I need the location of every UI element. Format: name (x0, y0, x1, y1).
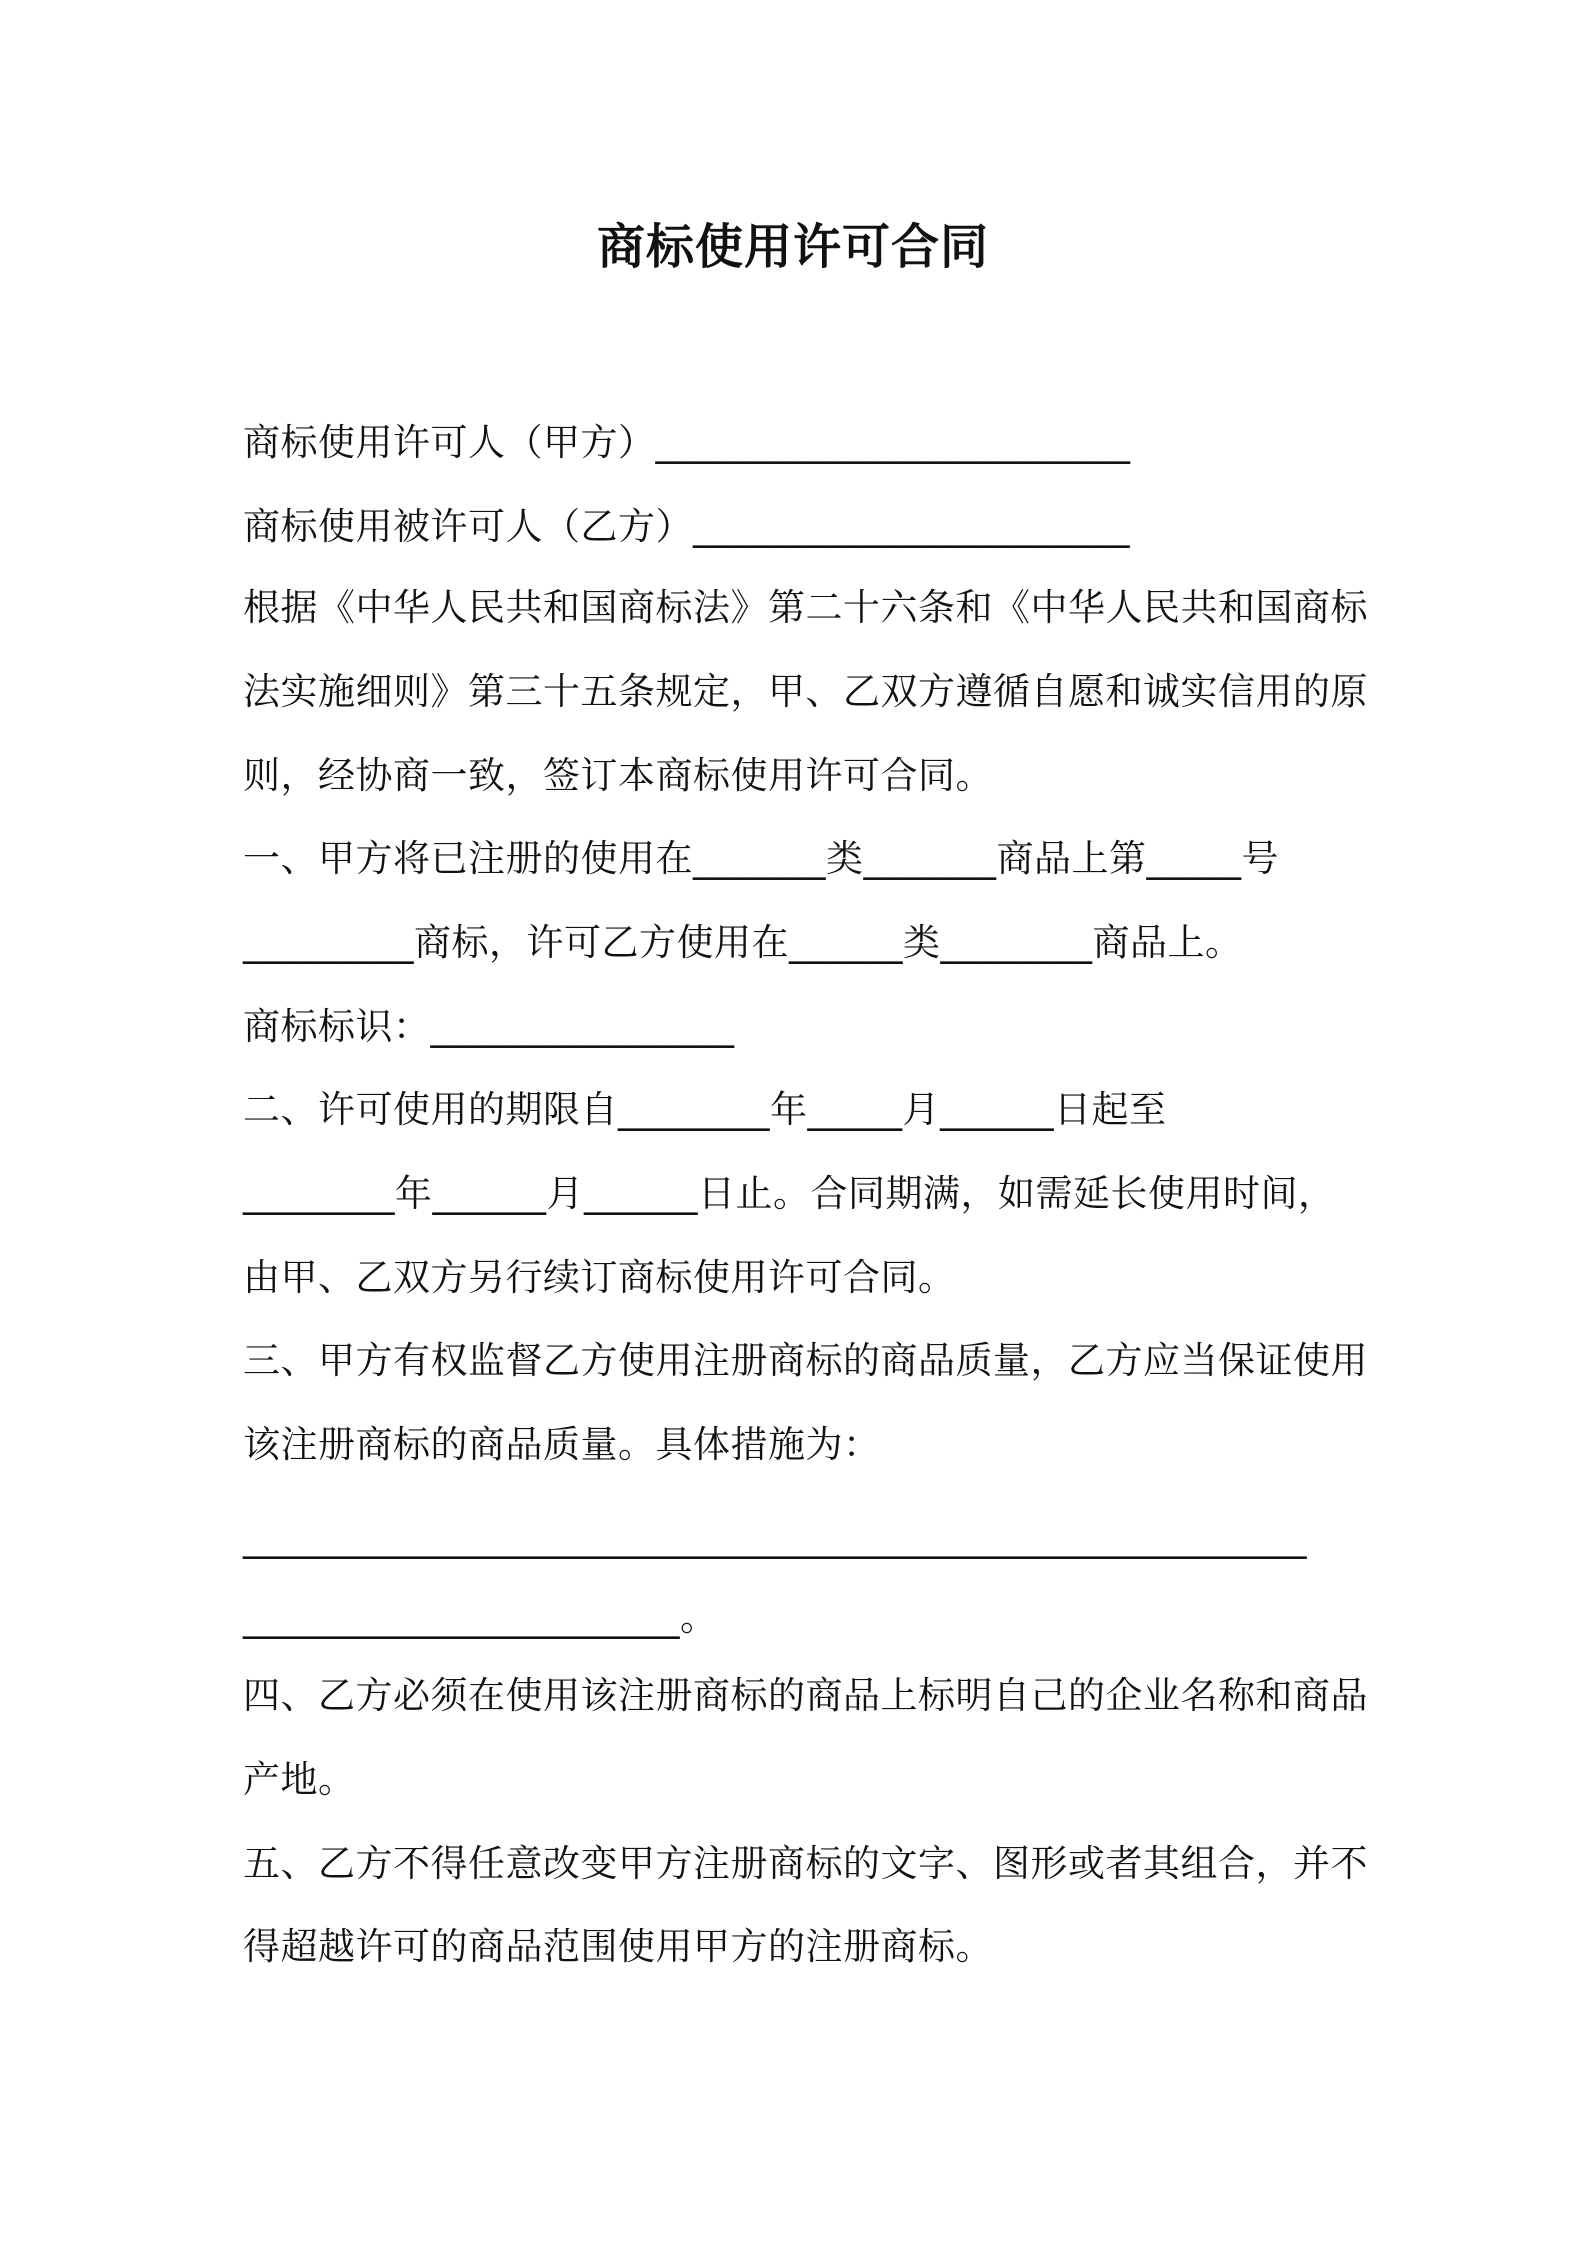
measures-blank-line-1: ________________________________________________________ (243, 1516, 1307, 1559)
licensor-line: 商标使用许可人（甲方）_________________________ (243, 421, 1131, 464)
clause-5-line-2: 得超越许可的商品范围使用甲方的注册商标。 (243, 1925, 993, 1968)
clause-4-line-2: 产地。 (243, 1758, 356, 1801)
clause-1-line-2: _________商标，许可乙方使用在______类________商品上。 (243, 921, 1243, 964)
trademark-mark-line: 商标标识：________________ (243, 1005, 735, 1048)
preamble-line-3: 则，经协商一致，签订本商标使用许可合同。 (243, 754, 993, 797)
clause-4-line-1: 四、乙方必须在使用该注册商标的商品上标明自己的企业名称和商品 (243, 1674, 1368, 1717)
clause-3-line-2: 该注册商标的商品质量。具体措施为： (243, 1423, 881, 1466)
clause-2-line-3: 由甲、乙双方另行续订商标使用许可合同。 (243, 1256, 956, 1299)
preamble-line-1: 根据《中华人民共和国商标法》第二十六条和《中华人民共和国商标 (243, 586, 1368, 629)
clause-3-line-1: 三、甲方有权监督乙方使用注册商标的商品质量，乙方应当保证使用 (243, 1339, 1368, 1382)
preamble-line-2: 法实施细则》第三十五条规定，甲、乙双方遵循自愿和诚实信用的原 (243, 670, 1368, 713)
clause-2-line-2: ________年______月______日止。合同期满，如需延长使用时间， (243, 1172, 1336, 1215)
clause-1-line-1: 一、甲方将已注册的使用在_______类_______商品上第_____号 (243, 837, 1279, 880)
document-title: 商标使用许可合同 (596, 219, 989, 275)
licensee-line: 商标使用被许可人（乙方）_______________________ (243, 505, 1130, 548)
measures-blank-line-2: _______________________。 (243, 1596, 718, 1639)
clause-2-line-1: 二、许可使用的期限自________年_____月______日起至 (243, 1088, 1167, 1131)
clause-5-line-1: 五、乙方不得任意改变甲方注册商标的文字、图形或者其组合，并不 (243, 1842, 1368, 1885)
